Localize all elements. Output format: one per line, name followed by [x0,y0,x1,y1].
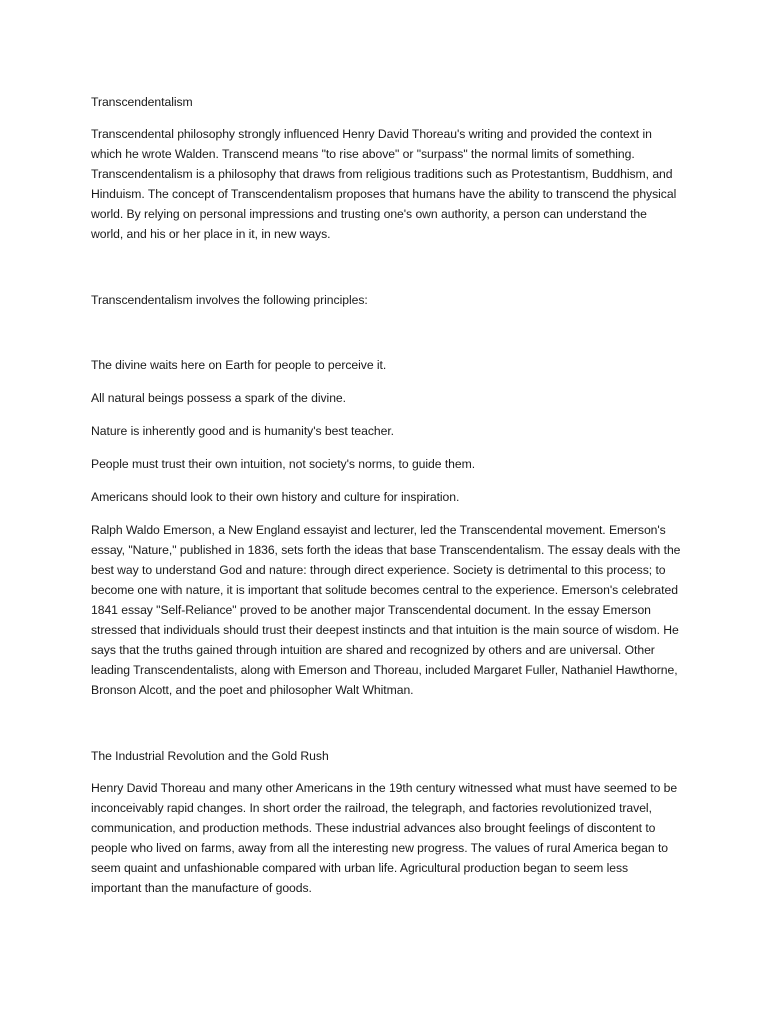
principle-item: Nature is inherently good and is humanity's best teacher. [91,424,394,438]
principle-item: The divine waits here on Earth for people to perceive it. [91,358,387,372]
principle-item: Americans should look to their own history and culture for inspiration. [91,490,460,504]
paragraph-industrial-revolution: Henry David Thoreau and many other Americans in the 19th century witnessed what must have seemed to be inconceivably rapid changes. In short order the railroad, the telegraph, and factories revolutionized travel, communication, and production methods. These industrial advances also brought feelings of discontent to people who lived on farms, away from all the interesting new progress. The values of rural America began to seem quaint and unfashionable compared with urban life. Agricultural production began to seem less important than the manufacture of goods. [91,781,678,895]
paragraph-emerson: Ralph Waldo Emerson, a New England essayist and lecturer, led the Transcendental movement. Emerson's essay, "Nature," published in 1836, sets forth the ideas that base Transcendentalism. The essay deals with the best way to understand God and nature: through direct experience. Society is detrimental to this process; to become one with nature, it is important that solitude becomes central to the experience. Emerson's celebrated 1841 essay "Self-Reliance" proved to be another major Transcendental document. In the essay Emerson stressed that individuals should trust their deepest instincts and that intuition is the main source of wisdom. He says that the truths gained through intuition are shared and recognized by others and are universal. Other leading Transcendentalists, along with Emerson and Thoreau, included Margaret Fuller, Nathaniel Hawthorne, Bronson Alcott, and the poet and philosopher Walt Whitman. [91,523,681,697]
document-body [91,92,681,911]
principle-item: People must trust their own intuition, not society's norms, to guide them. [91,457,476,471]
section-heading-transcendentalism: Transcendentalism [91,95,193,109]
section-heading-industrial-revolution: The Industrial Revolution and the Gold Rush [91,749,329,763]
principles-intro: Transcendentalism involves the following principles: [91,293,368,307]
paragraph-transcendental-philosophy: Transcendental philosophy strongly influenced Henry David Thoreau's writing and provided the context in which he wrote Walden. Transcend means "to rise above" or "surpass" the normal limits of something. Transcendentalism is a philosophy that draws from religious traditions such as Protestantism, Buddhism, and Hinduism. The concept of Transcendentalism proposes that humans have the ability to transcend the physical world. By relying on personal impressions and trusting one's own authority, a person can understand the world, and his or her place in it, in new ways. [91,127,677,241]
principle-item: All natural beings possess a spark of the divine. [91,391,346,405]
